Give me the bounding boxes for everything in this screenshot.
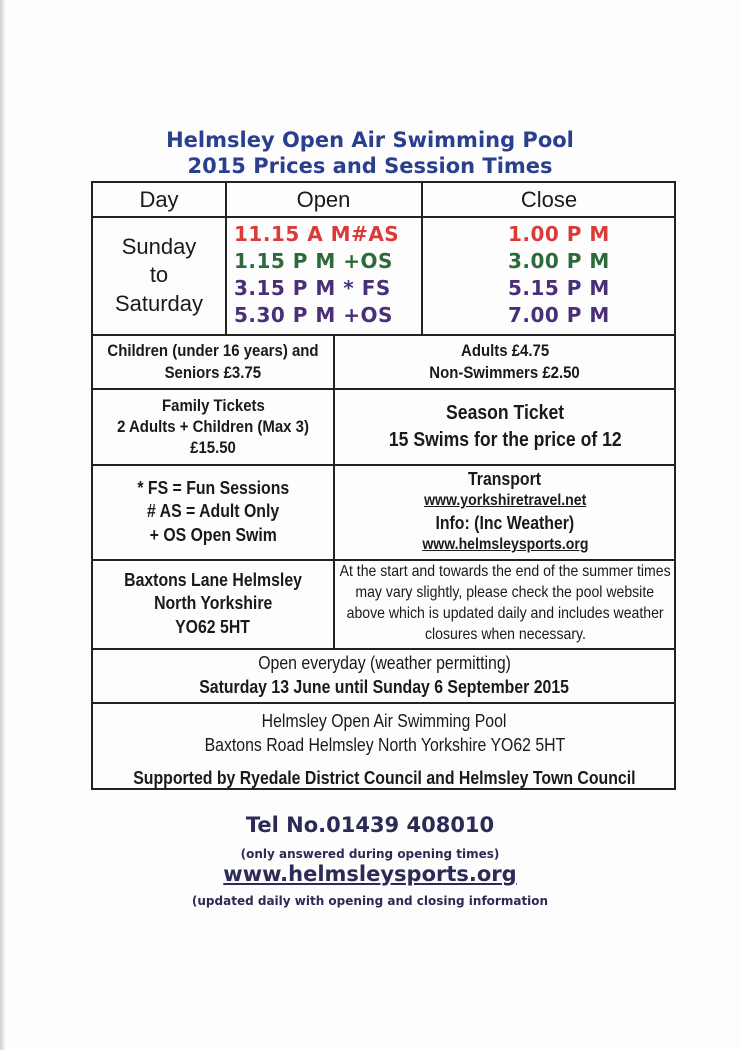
times-notice — [334, 560, 676, 648]
address-line: YO62 5HT — [175, 616, 251, 637]
family-price: £15.50 — [190, 438, 236, 458]
session-open-time: 3.15 P M * FS — [234, 276, 391, 300]
close-times — [422, 219, 676, 331]
session-key — [93, 465, 333, 559]
address-line: Baxtons Lane Helmsley — [124, 569, 302, 590]
price-line: Children (under 16 years) and — [107, 341, 319, 361]
adults-price — [334, 335, 676, 388]
notice-line: may vary slightly, please check the pool website — [355, 584, 655, 602]
weather-info-label: Info: (Inc Weather) — [435, 513, 575, 533]
price-line: Non-Swimmers £2.50 — [429, 362, 581, 382]
address-line: North Yorkshire — [153, 593, 273, 614]
header-label: Open — [296, 186, 351, 212]
key-adult-only: # AS = Adult Only — [146, 501, 280, 522]
session-open-time: 5.30 P M +OS — [234, 303, 393, 327]
telephone-note: (only answered during opening times) — [240, 847, 500, 861]
season-title: Season Ticket — [445, 401, 565, 424]
notice-line: closures when necessary. — [424, 625, 586, 643]
website-link[interactable]: www.helmsleysports.org — [223, 862, 517, 886]
supporters-text: Supported by Ryedale District Council and Helmsley Town Council — [133, 767, 636, 788]
family-details: 2 Adults + Children (Max 3) — [117, 416, 309, 436]
column-header-day — [93, 183, 225, 216]
day-until: Saturday — [114, 290, 204, 316]
header-label: Day — [139, 186, 179, 212]
session-close-time: 5.15 P M — [508, 276, 610, 300]
key-fun-sessions: * FS = Fun Sessions — [137, 477, 289, 498]
yorkshire-travel-link[interactable]: www.yorkshiretravel.net — [423, 492, 587, 510]
pool-address — [93, 560, 333, 648]
open-times — [226, 219, 421, 331]
price-line: Seniors £3.75 — [164, 362, 262, 382]
season-details: 15 Swims for the price of 12 — [388, 428, 622, 451]
price-line: Adults £4.75 — [460, 341, 550, 361]
key-open-swim: + OS Open Swim — [149, 524, 277, 545]
family-title: Family Tickets — [161, 395, 265, 415]
pool-details — [93, 703, 676, 789]
open-everyday-text: Open everyday (weather permitting) — [258, 653, 511, 674]
season-ticket — [334, 389, 676, 464]
helmsley-sports-link[interactable]: www.helmsleysports.org — [421, 536, 589, 554]
transport-info — [334, 465, 676, 559]
session-open-time: 1.15 P M +OS — [234, 249, 393, 273]
header-label: Close — [520, 186, 578, 212]
session-close-time: 7.00 P M — [508, 303, 610, 327]
session-close-time: 3.00 P M — [508, 249, 610, 273]
column-header-open — [226, 183, 421, 216]
day-to: to — [149, 262, 169, 288]
page-title: Helmsley Open Air Swimming Pool — [166, 128, 574, 152]
children-seniors-price — [93, 335, 333, 388]
column-header-close — [422, 183, 676, 216]
season-date-range: Saturday 13 June until Sunday 6 September 2015 — [199, 676, 570, 697]
session-open-time: 11.15 A M#AS — [234, 222, 400, 246]
page-subtitle: 2015 Prices and Session Times — [187, 154, 553, 178]
days-range — [93, 217, 225, 334]
family-tickets — [93, 389, 333, 464]
notice-line: above which is updated daily and includes weather — [346, 605, 664, 622]
website-note: (updated daily with opening and closing information — [191, 894, 549, 908]
schedule-table — [91, 181, 676, 790]
pool-full-address: Baxtons Road Helmsley North Yorkshire YO62 5HT — [204, 735, 565, 756]
notice-line: At the start and towards the end of the summer times — [339, 563, 671, 581]
day-from: Sunday — [121, 234, 197, 260]
transport-title: Transport — [468, 468, 542, 489]
season-dates — [93, 649, 676, 702]
session-close-time: 1.00 P M — [508, 222, 610, 246]
telephone-number: Tel No.01439 408010 — [245, 813, 495, 837]
pool-name: Helmsley Open Air Swimming Pool — [262, 711, 507, 731]
